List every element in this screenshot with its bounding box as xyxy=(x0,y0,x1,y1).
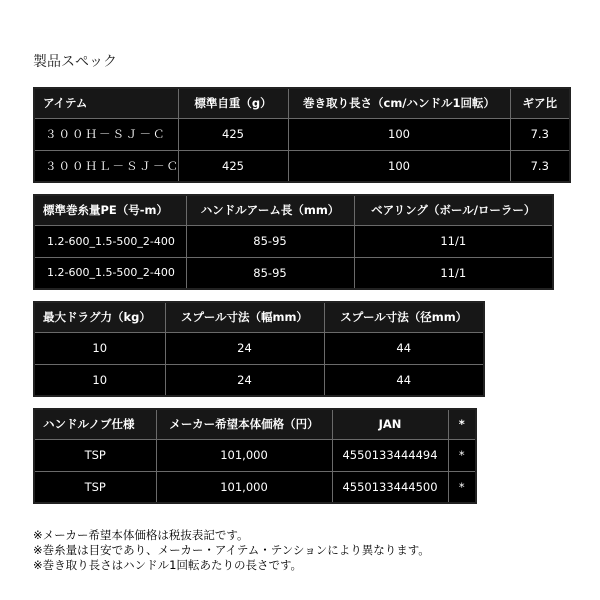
cell-jan: 4550133444494 xyxy=(332,439,448,471)
cell-asterisk: * xyxy=(448,471,476,503)
cell-handle-knob: TSP xyxy=(34,471,156,503)
cell-asterisk: * xyxy=(448,439,476,471)
cell-max-drag: 10 xyxy=(34,332,165,364)
header-spool-diameter: スプール寸法（径mm） xyxy=(324,302,484,332)
cell-spool-width: 24 xyxy=(165,364,324,396)
cell-price: 101,000 xyxy=(156,471,332,503)
header-handle-length: ハンドルアーム長（mm） xyxy=(186,195,354,225)
header-max-drag: 最大ドラグ力（kg） xyxy=(34,302,165,332)
cell-gear-ratio: 7.3 xyxy=(510,150,570,182)
table-row xyxy=(34,332,484,364)
cell-line-capacity: 1.2-600_1.5-500_2-400 xyxy=(34,257,186,289)
cell-line-capacity: 1.2-600_1.5-500_2-400 xyxy=(34,225,186,257)
header-gear-ratio: ギア比 xyxy=(510,88,570,118)
table-row xyxy=(34,439,476,471)
cell-max-drag: 10 xyxy=(34,364,165,396)
footnote-retrieve-length: ※巻き取り長さはハンドル1回転あたりの長さです。 xyxy=(33,558,303,572)
header-item: アイテム xyxy=(34,88,178,118)
cell-spool-width: 24 xyxy=(165,332,324,364)
table-row xyxy=(34,225,553,257)
cell-jan: 4550133444500 xyxy=(332,471,448,503)
table-row xyxy=(34,257,553,289)
cell-weight: 425 xyxy=(178,118,288,150)
cell-handle-knob: TSP xyxy=(34,439,156,471)
cell-item: ３００Ｈ－ＳＪ－Ｃ xyxy=(34,118,178,150)
cell-handle-length: 85-95 xyxy=(186,257,354,289)
table-row xyxy=(34,150,570,182)
cell-price: 101,000 xyxy=(156,439,332,471)
header-asterisk: * xyxy=(448,409,476,439)
cell-bearing: 11/1 xyxy=(354,225,553,257)
header-weight: 標準自重（g） xyxy=(178,88,288,118)
cell-gear-ratio: 7.3 xyxy=(510,118,570,150)
table-row xyxy=(34,471,476,503)
cell-weight: 425 xyxy=(178,150,288,182)
cell-bearing: 11/1 xyxy=(354,257,553,289)
spec-table-price xyxy=(33,408,477,504)
cell-handle-length: 85-95 xyxy=(186,225,354,257)
footnote-line-capacity: ※巻糸量は目安であり、メーカー・アイテム・テンションにより異なります。 xyxy=(33,543,430,557)
spec-table-item xyxy=(33,87,571,183)
cell-spool-diameter: 44 xyxy=(324,364,484,396)
spec-table-drag xyxy=(33,301,485,397)
cell-retrieve-length: 100 xyxy=(288,150,510,182)
table-row xyxy=(34,364,484,396)
header-price: メーカー希望本体価格（円） xyxy=(156,409,332,439)
header-line-capacity: 標準巻糸量PE（号-m） xyxy=(34,195,186,225)
header-jan: JAN xyxy=(332,409,448,439)
header-spool-width: スプール寸法（幅mm） xyxy=(165,302,324,332)
page-title: 製品スペック xyxy=(33,54,117,70)
header-retrieve-length: 巻き取り長さ（cm/ハンドル1回転） xyxy=(288,88,510,118)
spec-table-line xyxy=(33,194,554,290)
cell-item: ３００ＨＬ－ＳＪ－Ｃ xyxy=(34,150,178,182)
cell-spool-diameter: 44 xyxy=(324,332,484,364)
footnotes xyxy=(33,528,430,573)
footnote-price: ※メーカー希望本体価格は税抜表記です。 xyxy=(33,528,249,542)
header-bearing: ベアリング（ボール/ローラー） xyxy=(354,195,553,225)
header-handle-knob: ハンドルノブ仕様 xyxy=(34,409,156,439)
table-row xyxy=(34,118,570,150)
cell-retrieve-length: 100 xyxy=(288,118,510,150)
